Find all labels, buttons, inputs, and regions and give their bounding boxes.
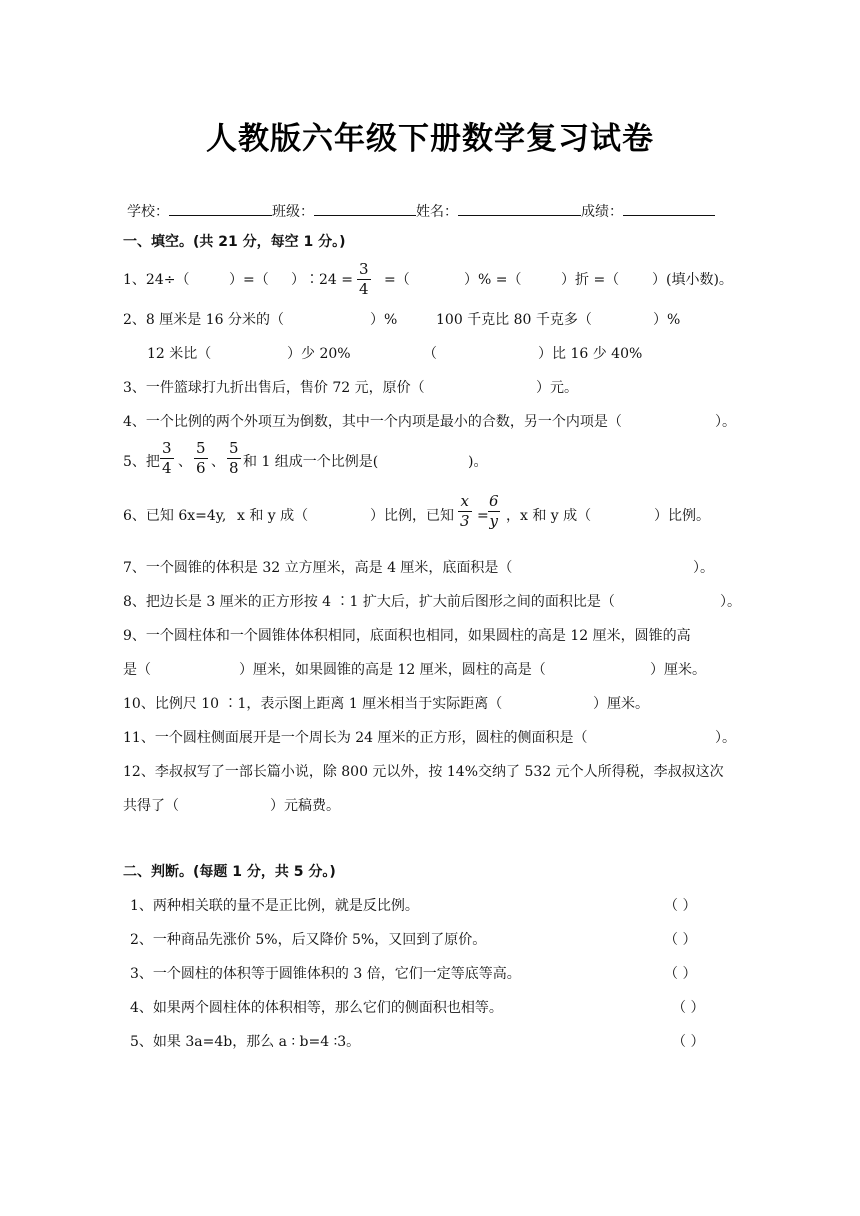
q1-frac-num: 3 xyxy=(359,260,369,278)
q3-end: ）元。 xyxy=(536,380,578,396)
q5-sep1: 、 xyxy=(178,454,192,470)
q6-mid1: x 和 y 成（ xyxy=(237,508,309,524)
q10-text: 10、比例尺 10 ∶1，表示图上距离 1 厘米相当于实际距离（ xyxy=(123,696,503,712)
q2b-left: 12 米比（ xyxy=(147,346,212,362)
q9b-left: 是（ xyxy=(123,662,151,678)
q4-text: 4、一个比例的两个外项互为倒数，其中一个内项是最小的合数，另一个内项是（ xyxy=(123,414,622,430)
name-label: 姓名： xyxy=(416,204,458,220)
judge-item-5: 5、如果 3a=4b，那么 a ∶ b=4 ∶3。 xyxy=(130,1034,361,1050)
class-blank[interactable] xyxy=(314,203,416,216)
score-blank[interactable] xyxy=(623,203,715,216)
q5-fraction-1 xyxy=(160,441,174,476)
q1-part3: ）∶24 = xyxy=(291,272,353,288)
student-info-row xyxy=(127,203,715,219)
q6-end: ）比例。 xyxy=(654,508,710,524)
q1-part2: ）=（ xyxy=(229,272,269,288)
judge-item-3: 3、一个圆柱的体积等于圆锥体积的 3 倍，它们一定等底等高。 xyxy=(130,966,521,982)
q5-sep2: 、 xyxy=(211,454,225,470)
q8-text: 8、把边长是 3 厘米的正方形按 4 ∶1 扩大后，扩大前后图形之间的面积比是（ xyxy=(123,594,615,610)
q1-part4: =（ xyxy=(384,272,410,288)
q8-end: ）。 xyxy=(720,594,741,610)
judge-bracket-3[interactable]: （ ） xyxy=(664,966,697,982)
judge-bracket-2[interactable]: （ ） xyxy=(664,932,697,948)
q4-end: ）。 xyxy=(715,414,736,430)
q9b-mid: ）厘米，如果圆锥的高是 12 厘米，圆柱的高是（ xyxy=(239,662,546,678)
q9-line-1: 9、一个圆柱体和一个圆锥体体积相同，底面积也相同，如果圆柱的高是 12 厘米，圆锥的高 xyxy=(123,628,691,644)
q5-f2-den: 6 xyxy=(196,459,206,477)
class-label: 班级： xyxy=(272,204,314,220)
q10-end: ）厘米。 xyxy=(593,696,649,712)
q6-prefix: 6、已知 6x=4y, xyxy=(123,508,227,524)
q5-f1-num: 3 xyxy=(162,439,172,457)
q12b-end: ）元稿费。 xyxy=(270,798,340,814)
q5-fraction-3 xyxy=(227,441,241,476)
q5-end: )。 xyxy=(468,454,488,470)
q1-prefix: 1、24÷（ xyxy=(123,272,190,288)
q1-fraction xyxy=(357,262,371,297)
q6-f2-num: 6 xyxy=(489,492,499,510)
q11-text: 11、一个圆柱侧面展开是一个周长为 24 厘米的正方形，圆柱的侧面积是（ xyxy=(123,730,588,746)
judge-item-4: 4、如果两个圆柱体的体积相等，那么它们的侧面积也相等。 xyxy=(130,1000,503,1016)
section1-heading: 一、填空。(共 21 分，每空 1 分。) xyxy=(123,234,346,250)
q9b-end: ）厘米。 xyxy=(650,662,706,678)
q6-f1-den: 3 xyxy=(460,512,470,530)
section2-heading: 二、判断。(每题 1 分，共 5 分。) xyxy=(123,864,336,880)
q7-end: ）。 xyxy=(693,560,714,576)
q2a-mid: ）% xyxy=(370,312,398,328)
q2b-mid: ）少 20% xyxy=(287,346,351,362)
q2b-right: （ xyxy=(423,346,437,362)
q2a-end: ）% xyxy=(653,312,681,328)
q11-end: ）。 xyxy=(715,730,736,746)
school-label: 学校： xyxy=(127,204,169,220)
q5-f3-num: 5 xyxy=(229,439,239,457)
school-blank[interactable] xyxy=(169,203,272,216)
q5-suffix: 和 1 组成一个比例是( xyxy=(243,454,379,470)
q1-part5: ）% =（ xyxy=(464,272,522,288)
q6-mid2: ）比例，已知 xyxy=(370,508,454,524)
q5-f2-num: 5 xyxy=(196,439,206,457)
q7-text: 7、一个圆锥的体积是 32 立方厘米，高是 4 厘米，底面积是（ xyxy=(123,560,513,576)
score-label: 成绩： xyxy=(581,204,623,220)
q6-mid3: ，x 和 y 成（ xyxy=(506,508,592,524)
q1-part7: ）(填小数)。 xyxy=(652,272,733,288)
page-title: 人教版六年级下册数学复习试卷 xyxy=(206,121,654,157)
judge-item-2: 2、一种商品先涨价 5%，后又降价 5%，又回到了原价。 xyxy=(130,932,487,948)
q1-part6: ）折 =（ xyxy=(561,272,620,288)
judge-bracket-1[interactable]: （ ） xyxy=(664,898,697,914)
q12b-left: 共得了（ xyxy=(123,798,179,814)
name-blank[interactable] xyxy=(458,203,581,216)
judge-bracket-5[interactable]: （ ） xyxy=(672,1034,705,1050)
q5-f1-den: 4 xyxy=(162,459,172,477)
q2a-right: 100 千克比 80 千克多（ xyxy=(436,312,592,328)
q6-f1-num: x xyxy=(460,492,469,510)
judge-bracket-4[interactable]: （ ） xyxy=(672,1000,705,1016)
judge-item-1: 1、两种相关联的量不是正比例，就是反比例。 xyxy=(130,898,419,914)
q12-line-1: 12、李叔叔写了一部长篇小说，除 800 元以外，按 14%交纳了 532 元个人所得税，李叔叔这次 xyxy=(123,764,724,780)
q5-f3-den: 8 xyxy=(229,459,239,477)
q6-fraction-1 xyxy=(458,494,472,529)
q5-prefix: 5、把 xyxy=(123,454,160,470)
q2b-end: ）比 16 少 40% xyxy=(538,346,643,362)
q6-f2-den: y xyxy=(489,512,499,530)
q1-frac-den: 4 xyxy=(359,280,369,298)
q5-fraction-2 xyxy=(194,441,208,476)
q3-text: 3、一件篮球打九折出售后，售价 72 元，原价（ xyxy=(123,380,425,396)
q6-fraction-2 xyxy=(487,494,501,529)
q2a-left: 2、8 厘米是 16 分米的（ xyxy=(123,312,284,328)
q6-eq: = xyxy=(477,508,489,524)
